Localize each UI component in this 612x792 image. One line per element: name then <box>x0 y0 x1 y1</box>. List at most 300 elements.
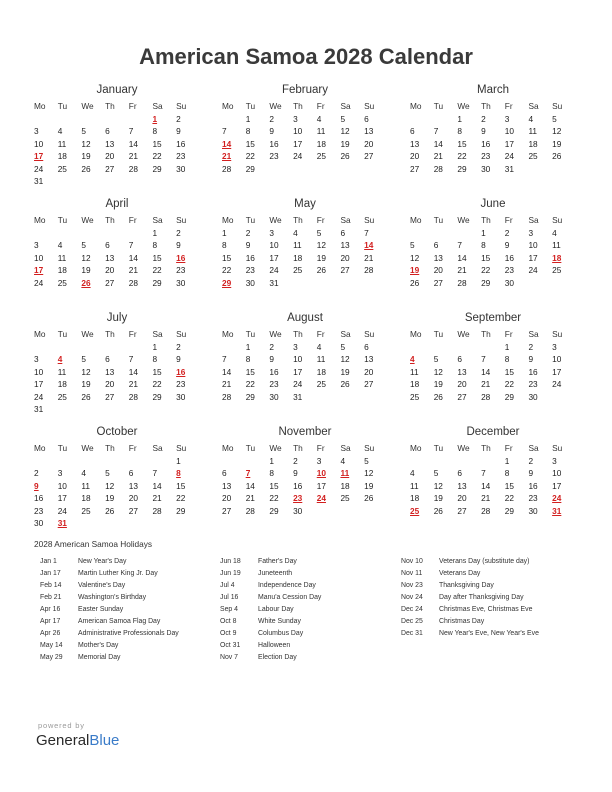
day-cell: 4 <box>81 468 86 478</box>
day-cell: 15 <box>457 138 467 149</box>
weekday-header: Th <box>481 215 491 225</box>
month-days-grid <box>410 100 576 175</box>
day-cell: 7 <box>128 240 134 250</box>
empty-cell <box>457 455 481 468</box>
day-cell: 11 <box>293 240 302 250</box>
month-days-grid <box>34 100 200 188</box>
holiday-day-cell: 4 <box>410 354 415 364</box>
brand-logo <box>36 732 119 749</box>
holiday-name: Washington's Birthday <box>78 594 147 602</box>
holiday-day-cell: 7 <box>245 468 251 478</box>
holiday-day-cell: 26 <box>81 277 91 288</box>
day-cell: 29 <box>504 505 514 516</box>
day-cell: 8 <box>152 126 158 136</box>
day-cell: 5 <box>105 468 110 478</box>
day-cell: 12 <box>433 480 443 491</box>
day-cell: 28 <box>128 391 138 402</box>
month-november <box>222 424 388 538</box>
day-cell: 31 <box>269 277 279 288</box>
holiday-date: Dec 31 <box>401 630 423 638</box>
month-name: October <box>96 426 138 438</box>
weekday-header: Sa <box>340 101 351 111</box>
day-cell: 28 <box>481 505 491 516</box>
day-cell: 28 <box>128 163 138 174</box>
weekday-header: Su <box>176 443 187 453</box>
day-cell: 6 <box>410 126 415 136</box>
day-cell: 14 <box>481 480 491 491</box>
day-cell: 10 <box>57 480 67 491</box>
day-cell: 15 <box>245 366 255 377</box>
holiday-date: Oct 8 <box>220 618 237 626</box>
weekday-header: Su <box>176 101 187 111</box>
holiday-row <box>401 570 539 582</box>
day-cell: 26 <box>316 265 326 275</box>
holiday-day-cell: 10 <box>316 468 326 478</box>
day-cell: 8 <box>222 240 227 250</box>
day-cell: 11 <box>81 480 90 491</box>
day-cell: 13 <box>105 252 115 263</box>
weekday-header: Th <box>105 443 115 453</box>
day-cell: 31 <box>34 404 44 414</box>
month-name: June <box>480 198 506 210</box>
empty-cell <box>222 341 246 354</box>
holiday-date: Dec 25 <box>401 618 423 626</box>
day-cell: 21 <box>128 265 138 275</box>
day-cell: 6 <box>105 126 110 136</box>
day-cell: 30 <box>528 505 538 516</box>
day-cell: 31 <box>34 176 44 186</box>
holiday-name: American Samoa Flag Day <box>78 618 161 626</box>
day-cell: 3 <box>528 227 534 238</box>
day-cell: 23 <box>245 265 255 275</box>
day-cell: 16 <box>269 366 279 377</box>
day-cell: 18 <box>57 265 67 275</box>
empty-cell <box>34 113 58 126</box>
day-cell: 1 <box>245 113 251 124</box>
day-cell: 9 <box>176 240 181 250</box>
empty-cell <box>58 455 82 468</box>
weekday-header: Mo <box>222 215 234 225</box>
day-cell: 15 <box>176 480 186 491</box>
empty-cell <box>129 341 153 354</box>
holiday-row <box>40 630 179 642</box>
day-cell: 13 <box>364 354 374 364</box>
day-cell: 29 <box>152 277 162 288</box>
holiday-row <box>401 594 539 606</box>
day-cell: 18 <box>57 379 67 389</box>
day-cell: 2 <box>34 468 39 478</box>
day-cell: 27 <box>105 277 115 288</box>
day-cell: 14 <box>128 252 138 263</box>
day-cell: 12 <box>552 126 562 136</box>
day-cell: 18 <box>410 493 420 503</box>
day-cell: 15 <box>152 252 162 263</box>
weekday-header: Sa <box>152 329 163 339</box>
day-cell: 20 <box>340 252 350 263</box>
holiday-row <box>220 654 321 666</box>
weekday-header: We <box>269 329 282 339</box>
weekday-header: We <box>457 101 470 111</box>
day-cell: 30 <box>34 518 44 528</box>
holiday-date: Jun 19 <box>220 570 241 578</box>
day-cell: 16 <box>481 138 491 149</box>
day-cell: 20 <box>364 366 374 377</box>
day-cell: 23 <box>176 379 186 389</box>
empty-cell <box>58 113 82 126</box>
day-cell: 22 <box>269 493 279 503</box>
holiday-name: New Year's Day <box>78 558 127 565</box>
holiday-name: Easter Sunday <box>78 606 124 614</box>
weekday-header: Su <box>552 215 563 225</box>
day-cell: 4 <box>57 126 63 136</box>
day-cell: 20 <box>222 493 232 503</box>
day-cell: 1 <box>481 227 486 238</box>
month-december <box>410 424 576 538</box>
empty-cell <box>34 227 58 240</box>
holiday-date: Jul 16 <box>220 594 239 602</box>
day-cell: 4 <box>316 113 322 124</box>
day-cell: 4 <box>57 240 63 250</box>
weekday-header: Th <box>105 215 115 225</box>
holiday-row <box>220 558 321 570</box>
empty-cell <box>81 113 105 126</box>
day-cell: 24 <box>34 163 44 174</box>
day-cell: 10 <box>528 240 538 250</box>
holiday-day-cell: 14 <box>222 138 232 149</box>
day-cell: 21 <box>481 493 491 503</box>
day-cell: 17 <box>34 379 44 389</box>
powered-by-text: powered by <box>38 721 85 730</box>
empty-cell <box>410 455 434 468</box>
day-cell: 12 <box>410 252 420 263</box>
holiday-day-cell: 31 <box>57 518 67 528</box>
day-cell: 18 <box>316 366 326 377</box>
day-cell: 16 <box>245 252 255 263</box>
day-cell: 2 <box>269 341 274 352</box>
holiday-day-cell: 24 <box>552 493 562 503</box>
day-cell: 4 <box>340 455 346 466</box>
day-cell: 1 <box>152 227 158 238</box>
day-cell: 9 <box>293 468 298 478</box>
day-cell: 15 <box>504 366 514 377</box>
day-cell: 27 <box>222 505 232 516</box>
day-cell: 26 <box>552 151 562 161</box>
empty-cell <box>246 455 270 468</box>
day-cell: 30 <box>269 391 279 402</box>
day-cell: 3 <box>293 341 298 352</box>
day-cell: 17 <box>316 480 326 491</box>
day-cell: 30 <box>293 505 303 516</box>
month-may <box>222 196 388 310</box>
holiday-name: New Year's Eve, New Year's Eve <box>439 630 539 638</box>
day-cell: 30 <box>504 277 514 288</box>
weekday-header: Sa <box>152 443 163 453</box>
day-cell: 18 <box>57 151 67 161</box>
holiday-row <box>220 618 321 630</box>
month-days-grid <box>222 328 388 403</box>
empty-cell <box>105 455 129 468</box>
day-cell: 15 <box>152 138 162 149</box>
day-cell: 23 <box>34 505 44 516</box>
day-cell: 22 <box>245 379 255 389</box>
day-cell: 30 <box>245 277 255 288</box>
month-august <box>222 310 388 424</box>
day-cell: 13 <box>222 480 232 491</box>
day-cell: 27 <box>340 265 350 275</box>
empty-cell <box>434 113 458 126</box>
empty-cell <box>129 113 153 126</box>
day-cell: 20 <box>128 493 138 503</box>
day-cell: 26 <box>81 391 91 402</box>
day-cell: 21 <box>152 493 162 503</box>
day-cell: 2 <box>504 227 510 238</box>
day-cell: 7 <box>152 468 158 478</box>
day-cell: 20 <box>105 379 115 389</box>
holiday-name: Juneteenth <box>258 570 293 578</box>
holiday-row <box>220 582 321 594</box>
month-name: February <box>281 84 329 96</box>
day-cell: 6 <box>105 354 110 364</box>
holiday-name: Father's Day <box>258 558 297 565</box>
day-cell: 10 <box>34 366 44 377</box>
weekday-header: Mo <box>222 443 234 453</box>
day-cell: 7 <box>481 354 486 364</box>
day-cell: 6 <box>105 240 110 250</box>
day-cell: 12 <box>81 252 91 263</box>
month-name: December <box>466 426 520 438</box>
holiday-name: Thanksgiving Day <box>439 582 494 590</box>
day-cell: 18 <box>340 480 350 491</box>
day-cell: 2 <box>176 113 181 124</box>
day-cell: 30 <box>176 277 186 288</box>
holiday-date: Apr 16 <box>40 606 61 614</box>
day-cell: 1 <box>245 341 251 352</box>
day-cell: 19 <box>340 138 350 149</box>
day-cell: 11 <box>528 126 538 136</box>
holiday-row <box>40 594 179 606</box>
holiday-date: Sep 4 <box>220 606 239 614</box>
holiday-day-cell: 17 <box>34 151 44 161</box>
day-cell: 25 <box>81 505 91 516</box>
day-cell: 13 <box>128 480 138 491</box>
holiday-date: Jun 18 <box>220 558 241 565</box>
day-cell: 4 <box>293 227 298 238</box>
day-cell: 22 <box>152 379 162 389</box>
day-cell: 20 <box>105 151 115 161</box>
day-cell: 5 <box>81 126 86 136</box>
month-september <box>410 310 576 424</box>
month-days-grid <box>34 328 200 416</box>
month-january <box>34 82 200 196</box>
weekday-header: Su <box>176 329 187 339</box>
holiday-date: May 14 <box>40 642 63 650</box>
weekday-header: Tu <box>57 443 68 453</box>
holiday-row <box>401 606 539 618</box>
day-cell: 19 <box>316 252 326 263</box>
day-cell: 3 <box>34 240 39 250</box>
weekday-header: Tu <box>245 329 256 339</box>
weekday-header: Sa <box>528 215 539 225</box>
day-cell: 23 <box>269 151 279 161</box>
day-cell: 12 <box>364 468 374 478</box>
empty-cell <box>410 113 434 126</box>
day-cell: 20 <box>410 151 420 161</box>
day-cell: 30 <box>176 163 186 174</box>
day-cell: 28 <box>481 391 491 402</box>
weekday-header: Tu <box>245 215 256 225</box>
day-cell: 16 <box>293 480 303 491</box>
holiday-row <box>40 642 179 654</box>
day-cell: 8 <box>457 126 462 136</box>
weekday-header: Mo <box>410 101 422 111</box>
weekday-header: Su <box>552 443 563 453</box>
weekday-header: Th <box>105 101 115 111</box>
weekday-header: Tu <box>57 215 68 225</box>
day-cell: 25 <box>57 163 67 174</box>
empty-cell <box>457 341 481 354</box>
day-cell: 21 <box>433 151 443 161</box>
day-cell: 10 <box>552 468 562 478</box>
day-cell: 18 <box>410 379 420 389</box>
day-cell: 25 <box>340 493 350 503</box>
day-cell: 10 <box>504 126 514 136</box>
month-days-grid <box>222 100 388 175</box>
month-name: April <box>105 198 129 210</box>
holiday-date: Oct 9 <box>220 630 237 638</box>
holiday-name: Day after Thanksgiving Day <box>439 594 524 602</box>
holiday-column <box>40 558 179 666</box>
weekday-header: Mo <box>222 101 234 111</box>
day-cell: 27 <box>364 151 374 161</box>
day-cell: 12 <box>105 480 115 491</box>
holiday-date: May 29 <box>40 654 63 662</box>
day-cell: 15 <box>222 252 232 263</box>
month-october <box>34 424 200 538</box>
holiday-name: Christmas Eve, Christmas Eve <box>439 606 533 614</box>
day-cell: 28 <box>222 163 232 174</box>
weekday-header: Mo <box>34 215 46 225</box>
holiday-day-cell: 31 <box>552 505 562 516</box>
day-cell: 30 <box>176 391 186 402</box>
holiday-day-cell: 16 <box>176 252 186 263</box>
day-cell: 27 <box>105 391 115 402</box>
day-cell: 27 <box>410 163 420 174</box>
empty-cell <box>58 341 82 354</box>
day-cell: 14 <box>245 480 255 491</box>
day-cell: 29 <box>152 163 162 174</box>
holiday-column <box>401 558 539 642</box>
weekday-header: Fr <box>316 101 325 111</box>
empty-cell <box>410 227 434 240</box>
holiday-row <box>40 582 179 594</box>
day-cell: 24 <box>293 379 303 389</box>
month-name: March <box>477 84 509 96</box>
day-cell: 23 <box>176 151 186 161</box>
holiday-day-cell: 23 <box>293 493 303 503</box>
day-cell: 24 <box>504 151 514 161</box>
weekday-header: Th <box>481 101 491 111</box>
day-cell: 19 <box>433 379 443 389</box>
day-cell: 28 <box>128 277 138 288</box>
day-cell: 29 <box>269 505 279 516</box>
month-days-grid <box>410 214 576 289</box>
holiday-row <box>40 654 179 666</box>
empty-cell <box>105 113 129 126</box>
holiday-date: Feb 21 <box>40 594 62 602</box>
day-cell: 9 <box>269 126 274 136</box>
day-cell: 20 <box>364 138 374 149</box>
brand-general: General <box>36 732 90 749</box>
day-cell: 3 <box>504 113 510 124</box>
day-cell: 7 <box>481 468 486 478</box>
day-cell: 4 <box>528 113 534 124</box>
holiday-day-cell: 24 <box>316 493 326 503</box>
day-cell: 27 <box>457 505 467 516</box>
weekday-header: Fr <box>128 329 137 339</box>
weekday-header: Sa <box>340 215 351 225</box>
day-cell: 29 <box>152 391 162 402</box>
holiday-day-cell: 21 <box>222 151 232 161</box>
day-cell: 25 <box>57 391 67 402</box>
empty-cell <box>152 455 176 468</box>
month-name: July <box>106 312 128 324</box>
weekday-header: Th <box>481 329 491 339</box>
holiday-row <box>220 642 321 654</box>
day-cell: 24 <box>293 151 303 161</box>
month-march <box>410 82 576 196</box>
day-cell: 23 <box>528 493 538 503</box>
day-cell: 6 <box>457 468 462 478</box>
day-cell: 6 <box>364 341 369 352</box>
empty-cell <box>222 455 246 468</box>
weekday-header: Mo <box>410 215 422 225</box>
weekday-header: Mo <box>222 329 234 339</box>
holiday-name: Administrative Professionals Day <box>78 630 179 638</box>
weekday-header: We <box>269 215 282 225</box>
day-cell: 19 <box>81 265 91 275</box>
empty-cell <box>129 227 153 240</box>
day-cell: 17 <box>552 366 562 377</box>
day-cell: 16 <box>176 138 186 149</box>
day-cell: 1 <box>269 455 274 466</box>
holiday-name: Mother's Day <box>78 642 119 650</box>
day-cell: 6 <box>128 468 134 478</box>
day-cell: 4 <box>316 341 322 352</box>
day-cell: 29 <box>481 277 491 288</box>
day-cell: 29 <box>176 505 186 516</box>
holiday-day-cell: 16 <box>176 366 186 377</box>
holiday-row <box>220 606 321 618</box>
holiday-name: Memorial Day <box>78 654 121 662</box>
month-name: August <box>287 312 323 324</box>
holiday-row <box>220 570 321 582</box>
holiday-date: Nov 10 <box>401 558 423 565</box>
day-cell: 6 <box>340 227 346 238</box>
holiday-day-cell: 1 <box>152 113 158 124</box>
day-cell: 19 <box>340 366 350 377</box>
day-cell: 12 <box>433 366 443 377</box>
day-cell: 14 <box>481 366 491 377</box>
day-cell: 15 <box>245 138 255 149</box>
day-cell: 5 <box>410 240 415 250</box>
month-days-grid <box>222 442 388 517</box>
day-cell: 15 <box>269 480 279 491</box>
day-cell: 10 <box>34 138 44 149</box>
holiday-date: Feb 14 <box>40 582 62 590</box>
day-cell: 13 <box>410 138 420 149</box>
day-cell: 21 <box>222 379 232 389</box>
month-days-grid <box>34 214 200 289</box>
